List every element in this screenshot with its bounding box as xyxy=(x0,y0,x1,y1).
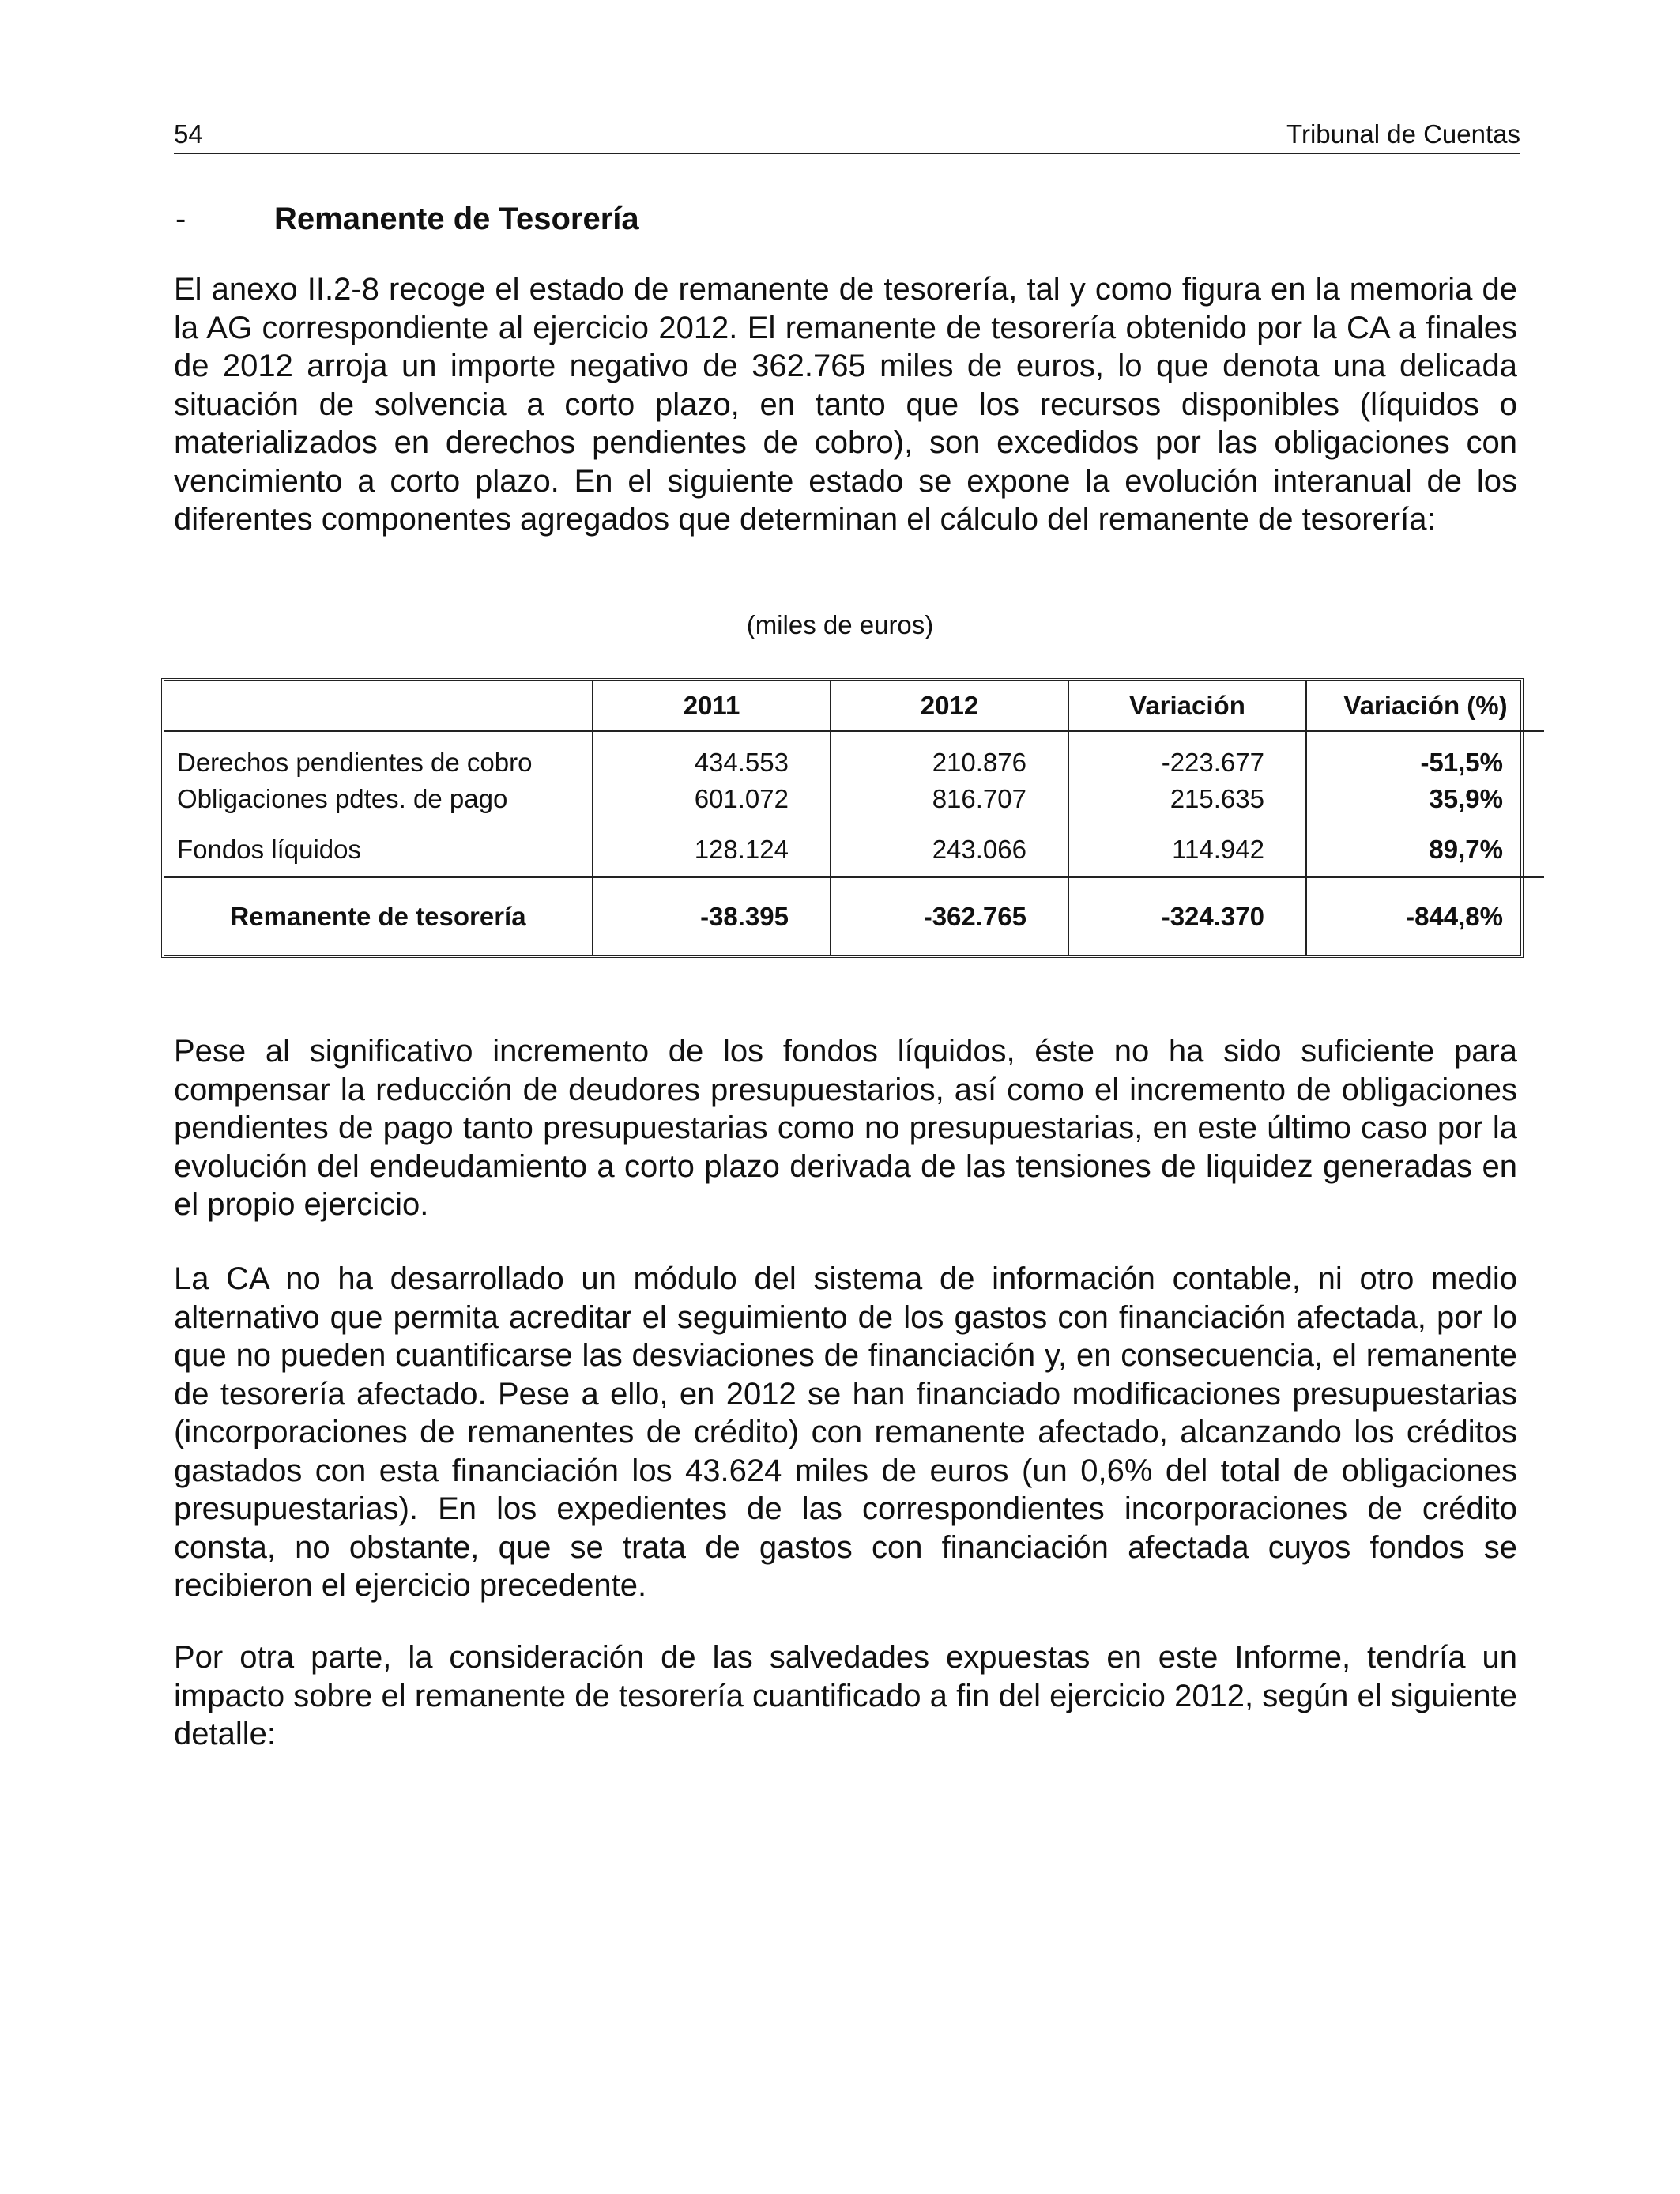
section-title: Remanente de Tesorería xyxy=(274,202,639,236)
table-header-cell xyxy=(164,681,593,731)
total-2012: -362.765 xyxy=(831,877,1068,955)
paragraph-liquid-funds: Pese al significativo incremento de los fondos líquidos, éste no ha sido suficiente para compensar la reducción de deudores presupuestarios, así como el incremento de obligaciones pendientes de pago tanto presupuestarias como no presupuestarias, en este último caso por la evolución del endeudamiento a corto plazo derivada de las tensiones de liquidez generadas en el propio ejercicio. xyxy=(174,1034,1517,1222)
table-total-row xyxy=(164,877,1544,955)
value-variation: 215.635 xyxy=(1068,779,1306,822)
total-label: Remanente de tesorería xyxy=(164,877,593,955)
paragraph-accounting-module: La CA no ha desarrollado un módulo del sistema de información contable, ni otro medio alternativo que permita acreditar el seguimiento de los gastos con financiación afectada, por lo que no pueden cuantificarse las desviaciones de financiación y, en consecuencia, el remanente de tesorería afectado. Pese a ello, en 2012 se han financiado modificaciones presupuestarias (incorporaciones de remanentes de crédito) con remanente afectado, alcanzando los créditos gastados con esta financiación los 43.624 miles de euros (un 0,6% del total de obligaciones presupuestarias). En los expedientes de las correspondientes incorporaciones de crédito consta, no obstante, que se trata de gastos con financiación afectada cuyos fondos se recibieron el ejercicio precedente. xyxy=(174,1261,1517,1603)
value-variation-pct: 35,9% xyxy=(1306,779,1544,822)
table-header-cell: 2012 xyxy=(831,681,1068,731)
table-header-row xyxy=(164,681,1544,731)
paragraph-qualifications: Por otra parte, la consideración de las salvedades expuestas en este Informe, tendría un impacto sobre el remanente de tesorería cuantificado a fin del ejercicio 2012, según el siguiente detalle: xyxy=(174,1640,1517,1751)
table-units-label: (miles de euros) xyxy=(746,610,934,639)
value-variation-pct: 89,7% xyxy=(1306,822,1544,877)
table-row xyxy=(164,731,1544,779)
header-organization: Tribunal de Cuentas xyxy=(1286,119,1520,149)
section-bullet: - xyxy=(175,202,186,236)
table-row xyxy=(164,822,1544,877)
paragraph-intro: El anexo II.2-8 recoge el estado de remanente de tesorería, tal y como figura en la memoria de la AG correspondiente al ejercicio 2012. El remanente de tesorería obtenido por la CA a finales de 2012 arroja un importe negativo de 362.765 miles de euros, lo que denota una delicada situación de solvencia a corto plazo, en tanto que los recursos disponibles (líquidos o materializados en derechos pendientes de cobro), son excedidos por las obligaciones con vencimiento a corto plazo. En el siguiente estado se expone la evolución interanual de los diferentes componentes agregados que determinan el cálculo del remanente de tesorería: xyxy=(174,272,1517,537)
treasury-remainder-table xyxy=(161,678,1524,958)
value-variation: -223.677 xyxy=(1068,731,1306,779)
value-2012: 816.707 xyxy=(831,779,1068,822)
value-variation-pct: -51,5% xyxy=(1306,731,1544,779)
value-2012: 210.876 xyxy=(831,731,1068,779)
row-label: Obligaciones pdtes. de pago xyxy=(177,784,508,814)
table-header-cell: 2011 xyxy=(593,681,831,731)
table-header-cell: Variación xyxy=(1068,681,1306,731)
table-header-cell: Variación (%) xyxy=(1306,681,1544,731)
total-variation: -324.370 xyxy=(1068,877,1306,955)
row-label: Fondos líquidos xyxy=(177,834,361,864)
value-2011: 601.072 xyxy=(593,779,831,822)
value-2011: 128.124 xyxy=(593,822,831,877)
table-row xyxy=(164,779,1544,822)
row-label: Derechos pendientes de cobro xyxy=(177,748,533,778)
page-number: 54 xyxy=(174,119,203,149)
value-variation: 114.942 xyxy=(1068,822,1306,877)
total-2011: -38.395 xyxy=(593,877,831,955)
value-2011: 434.553 xyxy=(593,731,831,779)
header-divider xyxy=(174,153,1520,154)
value-2012: 243.066 xyxy=(831,822,1068,877)
total-variation-pct: -844,8% xyxy=(1306,877,1544,955)
